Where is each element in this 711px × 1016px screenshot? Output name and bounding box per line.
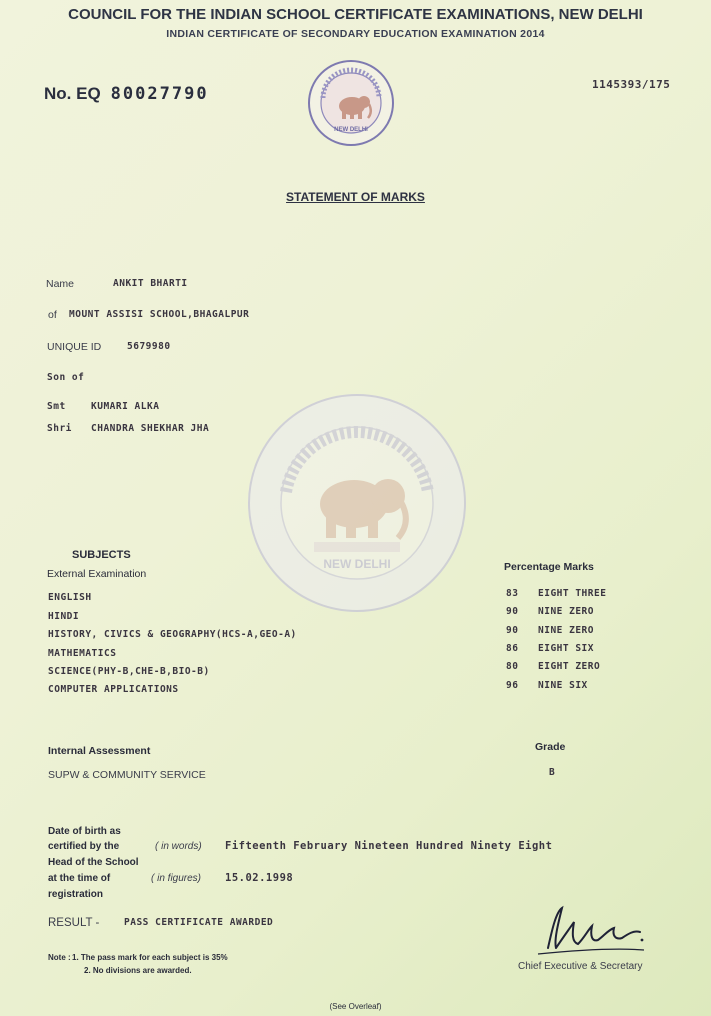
- dob-figures-label: ( in figures): [151, 873, 202, 884]
- internal-grade: B: [549, 767, 556, 778]
- dob-line4: at the time of: [48, 873, 111, 884]
- dob-line2: certified by the: [48, 841, 120, 852]
- dob-words: Fifteenth February Nineteen Hundred Ninety Eight: [225, 840, 553, 852]
- dob-line1: Date of birth as: [48, 826, 121, 837]
- reference-number: 1145393/175: [592, 78, 671, 91]
- note-label: Note :: [48, 953, 71, 962]
- note-2: 2. No divisions are awarded.: [84, 966, 192, 975]
- uid-value: 5679980: [127, 341, 171, 352]
- subject-marks: 80: [506, 661, 519, 672]
- subject-marks: 90: [506, 606, 519, 617]
- see-overleaf: (See Overleaf): [329, 1002, 382, 1011]
- subject-marks: 90: [506, 625, 519, 636]
- school-name: MOUNT ASSISI SCHOOL,BHAGALPUR: [69, 309, 250, 320]
- student-name: ANKIT BHARTI: [113, 278, 188, 289]
- subject-marks-words: NINE SIX: [538, 680, 588, 691]
- grade-heading: Grade: [535, 741, 566, 753]
- subject-marks-words: EIGHT THREE: [538, 588, 607, 599]
- subject-marks: 96: [506, 680, 519, 691]
- subject-marks-words: EIGHT SIX: [538, 643, 594, 654]
- subject-name: HINDI: [48, 611, 80, 622]
- result-label: RESULT -: [48, 917, 100, 929]
- son-of-label: Son of: [47, 372, 85, 383]
- cert-number-value: 80027790: [110, 84, 209, 104]
- name-label: Name: [46, 278, 75, 290]
- subject-name: HISTORY, CIVICS & GEOGRAPHY(HCS-A,GEO-A): [48, 629, 297, 640]
- document-title: STATEMENT OF MARKS: [286, 190, 425, 204]
- subject-marks-words: EIGHT ZERO: [538, 661, 601, 672]
- result-value: PASS CERTIFICATE AWARDED: [124, 917, 274, 928]
- mother-name: KUMARI ALKA: [91, 401, 160, 412]
- subjects-heading: SUBJECTS: [72, 549, 131, 561]
- dob-figures: 15.02.1998: [225, 872, 294, 884]
- signature-icon: [518, 900, 658, 960]
- exam-heading: INDIAN CERTIFICATE OF SECONDARY EDUCATION EXAMINATION 2014: [166, 28, 545, 40]
- of-label: of: [48, 309, 57, 321]
- uid-label: UNIQUE ID: [47, 341, 102, 353]
- internal-subject: SUPW & COMMUNITY SERVICE: [48, 769, 206, 781]
- signatory-title: Chief Executive & Secretary: [518, 961, 643, 972]
- subject-marks: 83: [506, 588, 519, 599]
- internal-assessment-heading: Internal Assessment: [48, 745, 151, 757]
- subject-name: SCIENCE(PHY-B,CHE-B,BIO-B): [48, 666, 210, 677]
- dob-words-label: ( in words): [155, 841, 202, 852]
- cert-prefix: No. EQ: [44, 84, 101, 103]
- watermark-seal-icon: [246, 392, 468, 614]
- subject-marks-words: NINE ZERO: [538, 625, 594, 636]
- smt-label: Smt: [47, 401, 66, 412]
- father-name: CHANDRA SHEKHAR JHA: [91, 423, 210, 434]
- subject-name: MATHEMATICS: [48, 648, 117, 659]
- certificate-number: [44, 84, 209, 104]
- council-seal-icon: [306, 58, 396, 148]
- subject-marks: 86: [506, 643, 519, 654]
- external-exam-heading: External Examination: [47, 568, 147, 580]
- dob-line5: registration: [48, 889, 104, 900]
- subject-marks-words: NINE ZERO: [538, 606, 594, 617]
- note-1: 1. The pass mark for each subject is 35%: [72, 953, 228, 962]
- dob-line3: Head of the School: [48, 857, 139, 868]
- svg-text:NEW DELHI: NEW DELHI: [323, 557, 391, 571]
- council-heading: COUNCIL FOR THE INDIAN SCHOOL CERTIFICATE EXAMINATIONS, NEW DELHI: [68, 6, 643, 23]
- svg-text:NEW DELHI: NEW DELHI: [334, 127, 368, 133]
- subject-name: ENGLISH: [48, 592, 92, 603]
- shri-label: Shri: [47, 423, 72, 434]
- subject-name: COMPUTER APPLICATIONS: [48, 684, 179, 695]
- percentage-heading: Percentage Marks: [504, 561, 594, 573]
